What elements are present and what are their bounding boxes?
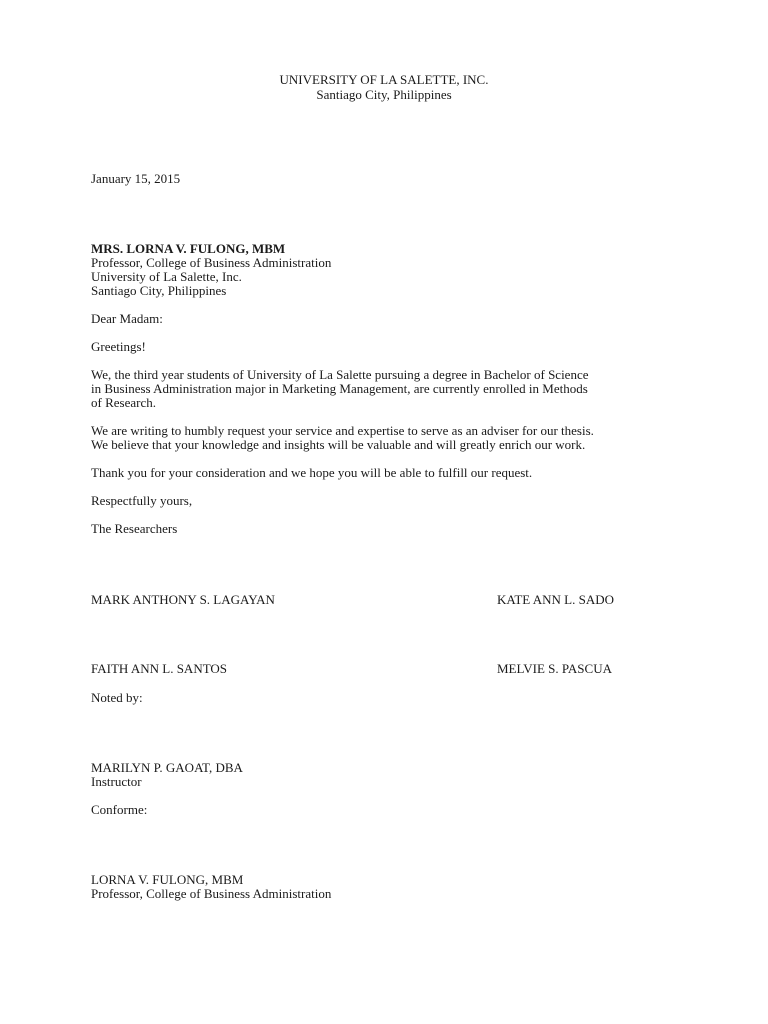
body-paragraph-2-line: We believe that your knowledge and insights will be valuable and will greatly enrich our work. [91,437,586,452]
letter-date: January 15, 2015 [91,171,181,186]
noted-by-title: Instructor [91,774,142,789]
researcher-name: KATE ANN L. SADO [497,592,614,607]
recipient-name: MRS. LORNA V. FULONG, MBM [91,241,286,256]
noted-by-label: Noted by: [91,690,143,705]
researcher-name: MELVIE S. PASCUA [497,661,612,676]
institution-location: Santiago City, Philippines [316,87,452,102]
institution-name: UNIVERSITY OF LA SALETTE, INC. [279,72,489,87]
body-paragraph-1-line: in Business Administration major in Marketing Management, are currently enrolled in Methods [91,381,588,396]
recipient-position: Professor, College of Business Administration [91,255,332,270]
greeting: Greetings! [91,339,146,354]
conforme-label: Conforme: [91,802,148,817]
body-paragraph-2 [91,424,691,452]
salutation: Dear Madam: [91,311,163,326]
body-paragraph-3: Thank you for your consideration and we hope you will be able to fulfill our request. [91,465,533,480]
body-paragraph-1-line: of Research. [91,395,156,410]
researcher-name: MARK ANTHONY S. LAGAYAN [91,592,275,607]
body-paragraph-2-line: We are writing to humbly request your service and expertise to serve as an adviser for our thesis. [91,423,594,438]
recipient-location: Santiago City, Philippines [91,283,227,298]
signatory-group: The Researchers [91,521,178,536]
body-paragraph-1 [91,368,691,410]
closing: Respectfully yours, [91,493,193,508]
body-paragraph-1-line: We, the third year students of University of La Salette pursuing a degree in Bachelor of Science [91,367,589,382]
researcher-name: FAITH ANN L. SANTOS [91,661,228,676]
noted-by-name: MARILYN P. GAOAT, DBA [91,760,243,775]
recipient-institution: University of La Salette, Inc. [91,269,242,284]
conforme-name: LORNA V. FULONG, MBM [91,872,244,887]
conforme-title: Professor, College of Business Administration [91,886,332,901]
